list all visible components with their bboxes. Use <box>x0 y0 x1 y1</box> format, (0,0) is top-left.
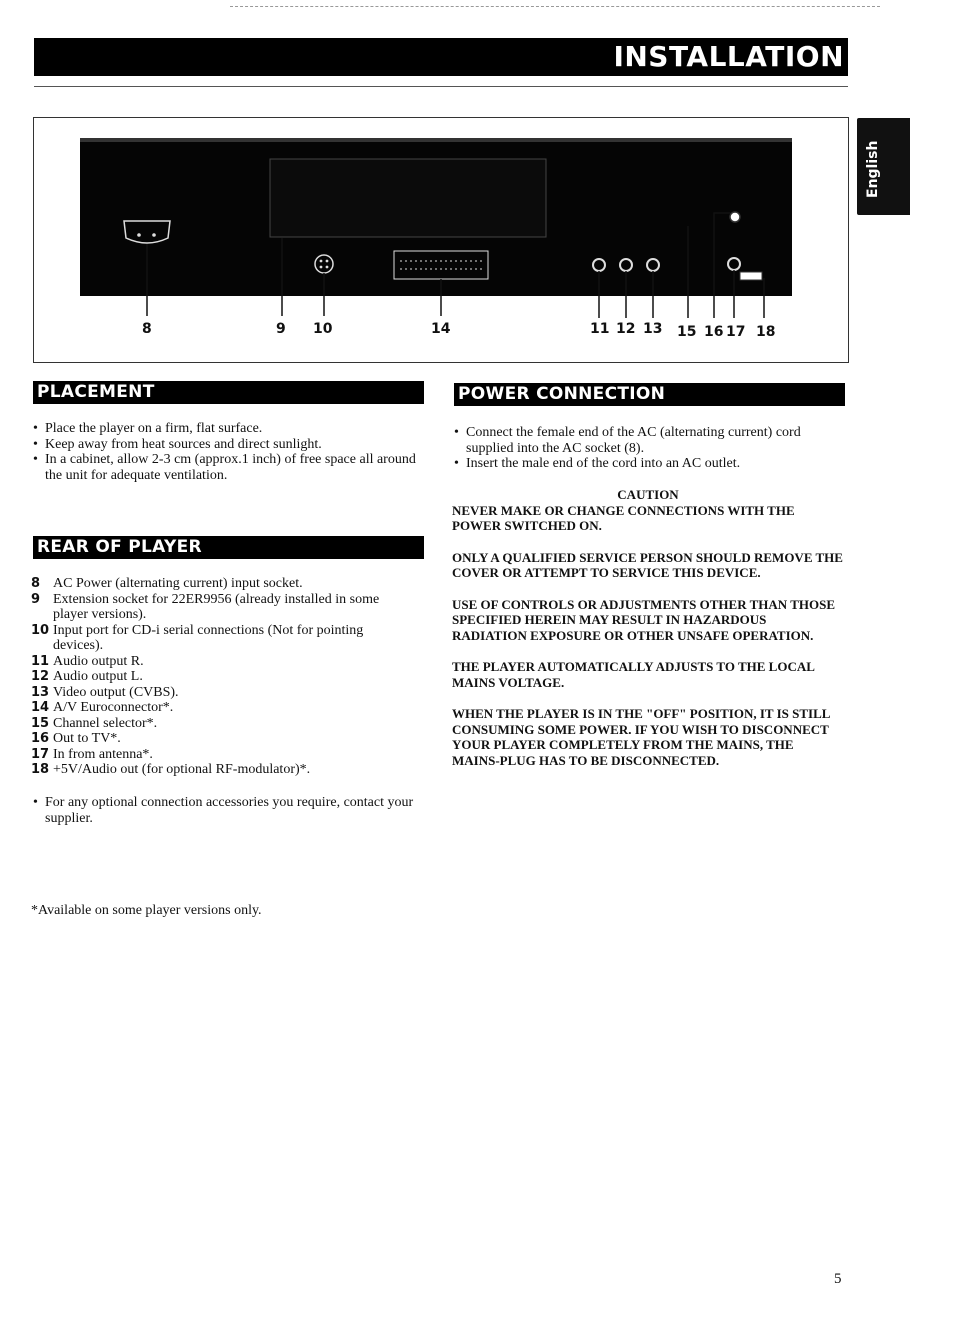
list-item: 17 In from antenna*. <box>31 746 153 762</box>
top-scan-line <box>230 6 880 7</box>
list-item: • Keep away from heat sources and direct sunlight. <box>31 437 416 453</box>
title-bar <box>34 38 848 76</box>
list-item: 13 Video output (CVBS). <box>31 684 179 700</box>
language-tab-label: English <box>865 140 881 198</box>
rear-items-list <box>31 576 416 778</box>
caution-title: CAUTION <box>617 487 679 502</box>
player-top-edge <box>80 138 792 142</box>
callout-17: 17 <box>726 324 746 340</box>
list-item: 15 Channel selector*. <box>31 715 158 731</box>
list-item: 9 Extension socket for 22ER9956 (already installed in some player versions). <box>31 591 380 622</box>
caution-block <box>452 487 844 784</box>
list-item: • Insert the male end of the cord into an AC outlet. <box>452 456 837 472</box>
list-item: • Connect the female end of the AC (alternating current) cord supplied into the AC socket (8). <box>452 425 837 456</box>
power-list <box>452 425 837 472</box>
title-rule <box>34 86 848 87</box>
callout-18: 18 <box>756 324 776 340</box>
placement-heading: PLACEMENT <box>37 382 155 402</box>
callout-15: 15 <box>677 324 697 340</box>
callout-9: 9 <box>276 321 286 337</box>
modulator-plug <box>740 272 762 280</box>
list-item: • For any optional connection accessories you require, contact your supplier. <box>31 795 416 826</box>
list-item: 16 Out to TV*. <box>31 731 121 746</box>
callout-10: 10 <box>313 321 333 337</box>
placement-list <box>31 421 416 483</box>
caution-paragraph: NEVER MAKE OR CHANGE CONNECTIONS WITH THE POWER SWITCHED ON. <box>452 502 795 533</box>
callout-11: 11 <box>590 321 610 337</box>
list-item: 10 Input port for CD-i serial connections (Not for pointing devices). <box>31 622 364 653</box>
callout-13: 13 <box>643 321 663 337</box>
callout-14: 14 <box>431 321 451 337</box>
list-item: 12 Audio output L. <box>31 669 143 684</box>
caution-paragraph: USE OF CONTROLS OR ADJUSTMENTS OTHER THAN THOSE SPECIFIED HEREIN MAY RESULT IN HAZARDOUS RADIATION EXPOSURE OR OTHER UNSAFE OPERATION. <box>452 596 835 643</box>
caution-paragraph: THE PLAYER AUTOMATICALLY ADJUSTS TO THE LOCAL MAINS VOLTAGE. <box>452 659 815 690</box>
footnote: *Available on some player versions only. <box>31 903 262 918</box>
list-item: • In a cabinet, allow 2-3 cm (approx.1 inch) of free space all around the unit for adequate ventilation. <box>31 452 416 483</box>
callout-16: 16 <box>704 324 724 340</box>
page-number: 5 <box>834 1271 842 1287</box>
language-tab <box>857 118 910 215</box>
power-heading-bar <box>454 383 845 406</box>
list-item: 18 +5V/Audio out (for optional RF-modulator)*. <box>31 762 311 777</box>
caution-paragraph: WHEN THE PLAYER IS IN THE "OFF" POSITION, IT IS STILL CONSUMING SOME POWER. IF YOU WISH TO DISCONNECT YOUR PLAYER COMPLETELY FROM THE MAINS, THE MAINS-PLUG HAS TO BE DISCONNECTED. <box>452 706 830 768</box>
rear-panel-figure <box>33 117 849 363</box>
caution-paragraph: ONLY A QUALIFIED SERVICE PERSON SHOULD REMOVE THE COVER OR ATTEMPT TO SERVICE THIS DEVICE. <box>452 549 843 580</box>
placement-heading-bar <box>33 381 424 404</box>
list-item: 14 A/V Euroconnector*. <box>31 700 174 715</box>
callout-8: 8 <box>142 321 152 337</box>
recessed-panel <box>270 159 546 237</box>
list-item: 8 AC Power (alternating current) input socket. <box>31 576 303 591</box>
rear-note-list <box>31 795 416 826</box>
rear-heading-bar <box>33 536 424 559</box>
rear-heading: REAR OF PLAYER <box>37 537 202 557</box>
list-item: 11 Audio output R. <box>31 653 144 669</box>
page-title: INSTALLATION <box>613 40 844 73</box>
rf-socket <box>730 212 740 222</box>
callout-12: 12 <box>616 321 636 337</box>
list-item: • Place the player on a firm, flat surface. <box>31 421 416 437</box>
power-heading: POWER CONNECTION <box>458 384 666 404</box>
